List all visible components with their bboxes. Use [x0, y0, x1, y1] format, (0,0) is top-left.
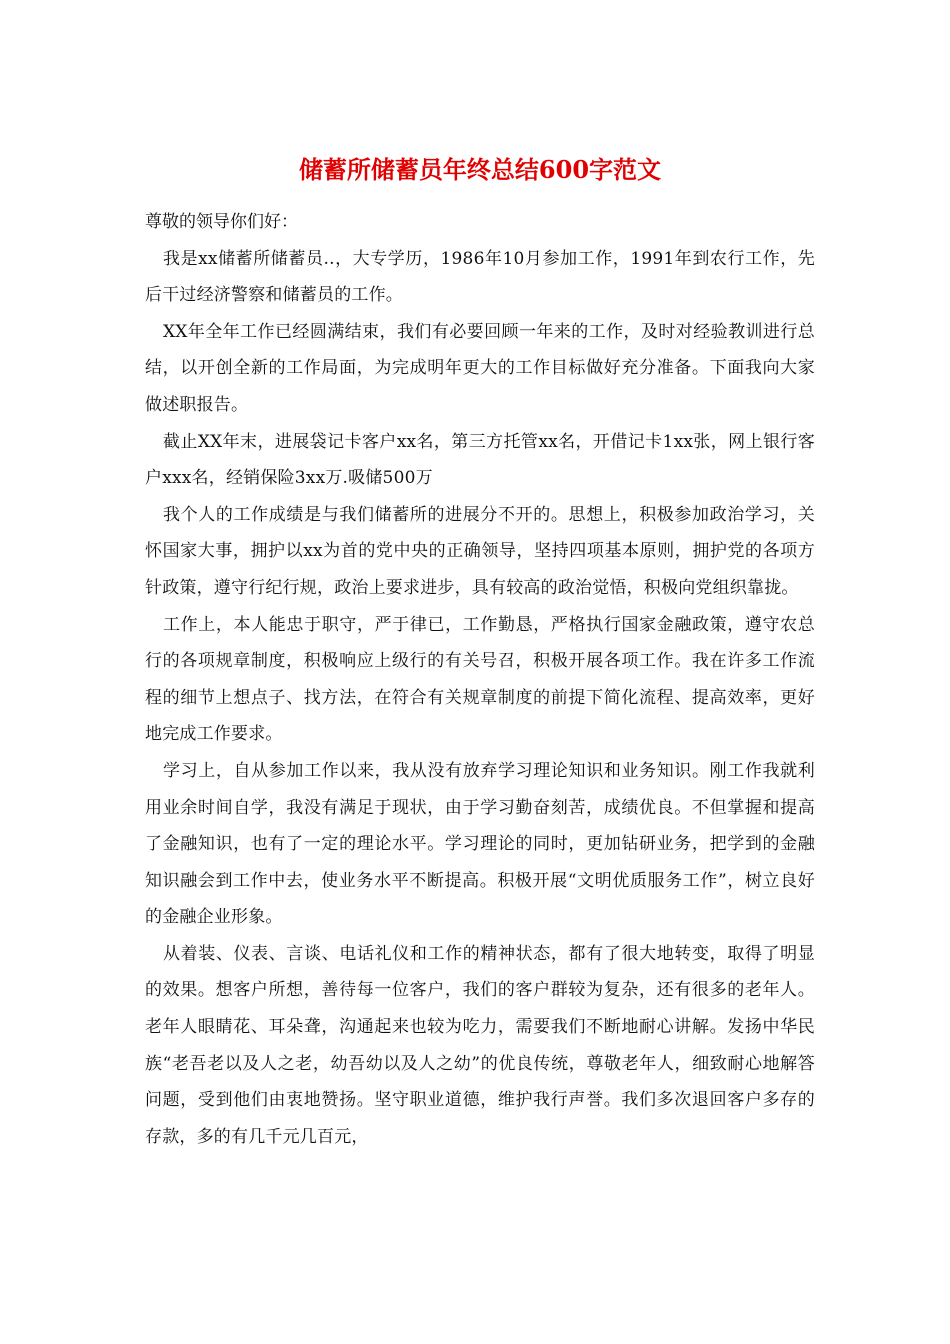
paragraph-1: 我是xx储蓄所储蓄员..，大专学历，1986年10月参加工作，1991年到农行工作，先后干过经济警察和储蓄员的工作。 [145, 248, 815, 306]
paragraph-7: 从着装、仪表、言谈、电话礼仪和工作的精神状态，都有了很大地转变，取得了明显的效果。想客户所想，善待每一位客户，我们的客户群较为复杂，还有很多的老年人。老年人眼睛花、耳朵聋，沟通起来也较为吃力，需要我们不断地耐心讲解。发扬中华民族“老吾老以及人之老，幼吾幼以及人之幼”的优良传统，尊敬老年人，细致耐心地解答问题，受到他们由衷地赞扬。坚守职业道德，维护我行声誉。我们多次退回客户多存的存款，多的有几千元几百元， [145, 943, 815, 1147]
paragraph-5: 工作上，本人能忠于职守，严于律已，工作勤恳，严格执行国家金融政策，遵守农总行的各项规章制度，积极响应上级行的有关号召，积极开展各项工作。我在许多工作流程的细节上想点子、找方法，在符合有关规章制度的前提下简化流程、提高效率，更好地完成工作要求。 [145, 614, 815, 745]
document-title: 储蓄所储蓄员年终总结600字范文 [298, 155, 662, 184]
paragraph-6: 学习上，自从参加工作以来，我从没有放弃学习理论知识和业务知识。刚工作我就利用业余时间自学，我没有满足于现状，由于学习勤奋刻苦，成绩优良。不但掌握和提高了金融知识，也有了一定的理论水平。学习理论的同时，更加钻研业务，把学到的金融知识融会到工作中去，使业务水平不断提高。积极开展“文明优质服务工作”，树立良好的金融企业形象。 [145, 760, 815, 928]
salutation: 尊敬的领导你们好： [145, 212, 298, 232]
paragraph-4: 我个人的工作成绩是与我们储蓄所的进展分不开的。思想上，积极参加政治学习，关怀国家大事，拥护以xx为首的党中央的正确领导，坚持四项基本原则，拥护党的各项方针政策，遵守行纪行规，政治上要求进步，具有较高的政治觉悟，积极向党组织靠拢。 [145, 504, 815, 598]
document-page [145, 150, 815, 1155]
paragraph-3: 截止XX年末，进展袋记卡客户xx名，第三方托管xx名，开借记卡1xx张，网上银行客户xxx名，经销保险3xx万.吸储500万 [145, 431, 815, 489]
paragraph-2: XX年全年工作已经圆满结束，我们有必要回顾一年来的工作，及时对经验教训进行总结，以开创全新的工作局面，为完成明年更大的工作目标做好充分准备。下面我向大家做述职报告。 [145, 321, 815, 415]
